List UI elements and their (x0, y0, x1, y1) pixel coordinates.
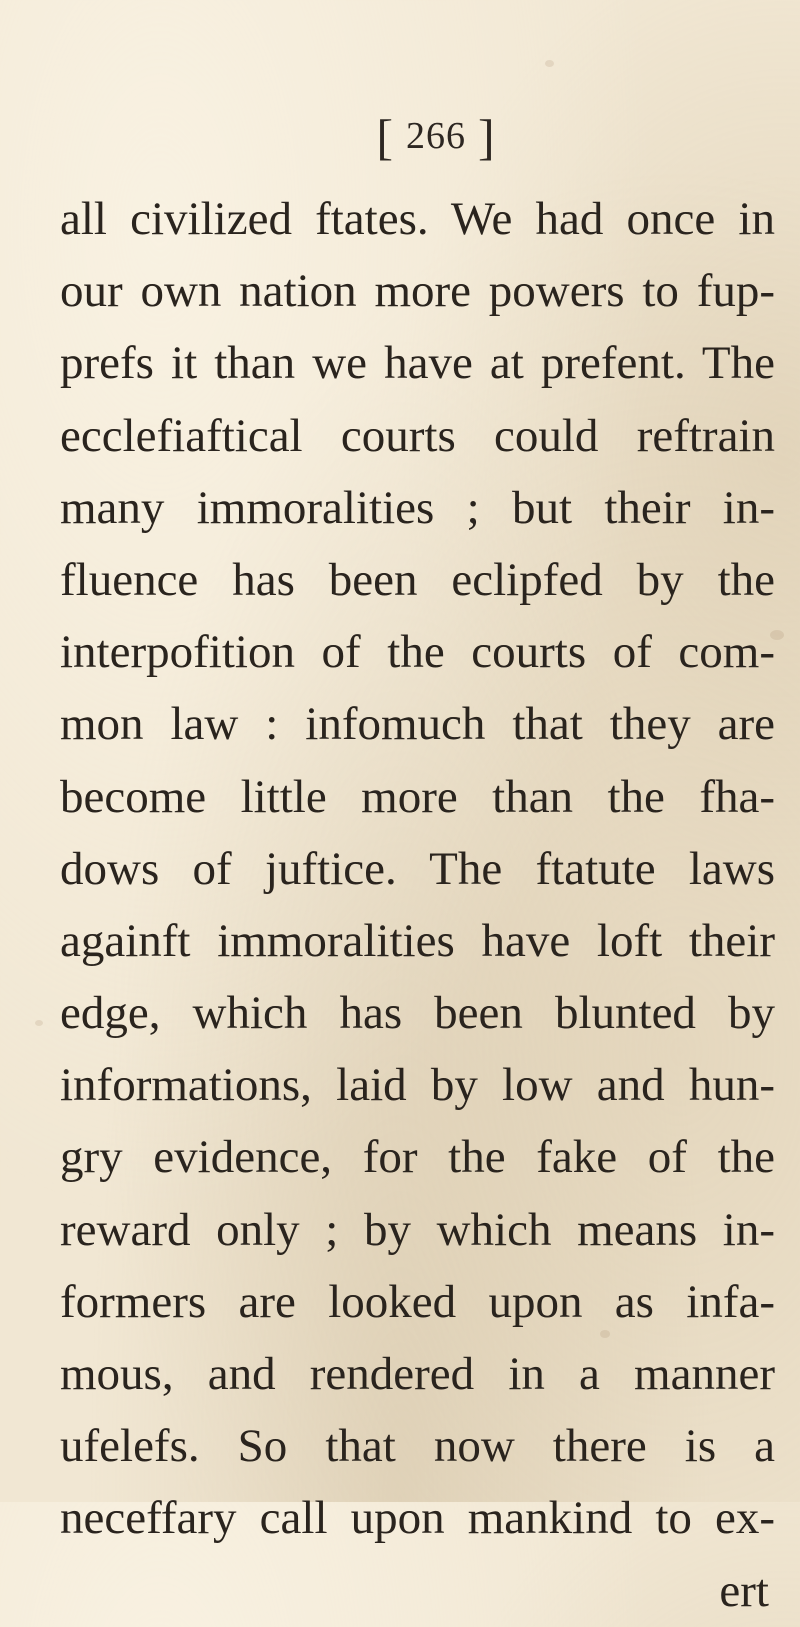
text-line: mous, and rendered in a manner (60, 1348, 775, 1400)
body-text (60, 183, 775, 1627)
text-line: neceffary call upon mankind to ex- (60, 1492, 775, 1545)
text-line: ecclefiaftical courts could reftrain (60, 409, 775, 462)
page-header (0, 109, 800, 165)
text-line: our own nation more powers to fup- (60, 265, 775, 318)
bracket-open: [ (376, 109, 394, 165)
text-line: fluence has been eclipfed by the (60, 553, 775, 606)
text-line: formers are looked upon as infa- (60, 1275, 775, 1328)
text-line: prefs it than we have at prefent. The (60, 337, 775, 390)
paper-foxing-spot (545, 60, 554, 67)
bracket-close: ] (478, 109, 496, 165)
paper-foxing-spot (35, 1020, 43, 1026)
text-line: many immoralities ; but their in- (60, 481, 775, 534)
text-line: edge, which has been blunted by (60, 987, 775, 1040)
page-number: 266 (406, 115, 466, 157)
text-line: become little more than the fha- (60, 770, 775, 823)
text-line: informations, laid by low and hun- (60, 1059, 775, 1112)
text-line: interpofition of the courts of com- (60, 626, 775, 679)
text-line: dows of juftice. The ftatute laws (60, 842, 775, 895)
text-line: gry evidence, for the fake of the (60, 1131, 775, 1184)
text-line: mon law : infomuch that they are (60, 698, 775, 751)
text-line: ufelefs. So that now there is a (60, 1420, 775, 1473)
text-line: reward only ; by which means in- (60, 1203, 775, 1256)
catchword: ert (719, 1564, 769, 1617)
text-line: againft immoralities have loft their (60, 914, 775, 967)
text-line: all civilized ftates. We had once in (60, 193, 775, 245)
